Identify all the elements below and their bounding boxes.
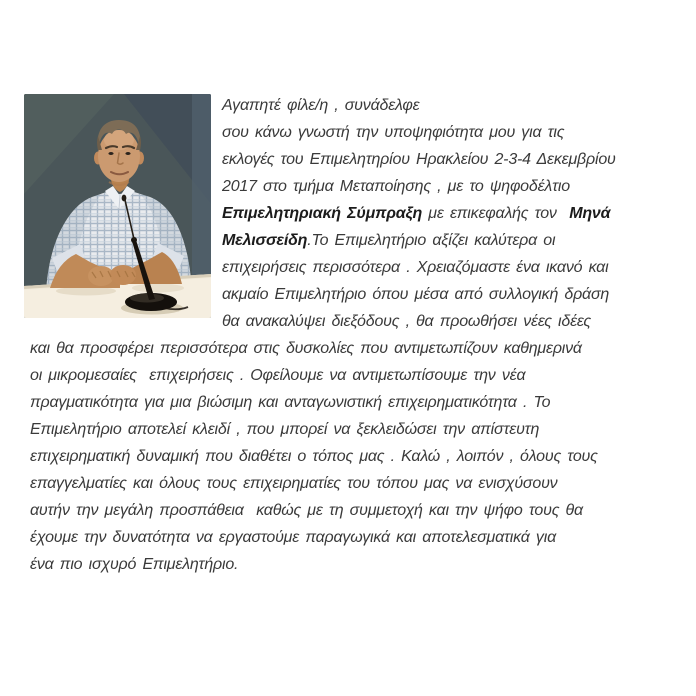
letter-text: Επιμελητήριο αποτελεί κλειδί , που μπορεί να ξεκλειδώσει την απίστευτη: [30, 421, 540, 438]
letter-text: 2017 στο τμήμα Μεταποίησης , με το ψηφοδέλτιο: [222, 178, 570, 195]
letter-line: [30, 497, 692, 524]
letter-text: Αγαπητέ φίλε/η , συνάδελφε: [222, 97, 420, 114]
letter-line: [30, 551, 692, 578]
letter-text: ένα πιο ισχυρό Επιμελητήριο.: [30, 556, 239, 573]
letter-text: αυτήν την μεγάλη προσπάθεια καθώς με τη συμμετοχή και την ψήφο τους θα: [30, 502, 583, 519]
letter-text: οι μικρομεσαίες επιχειρήσεις . Οφείλουμε να αντιμετωπίσουμε την νέα: [30, 367, 526, 384]
letter-text: επαγγελματίες και όλους τους επιχειρηματίες του τόπου μας να ενισχύσουν: [30, 475, 558, 492]
letter-text: επιχειρηματική δυναμική που διαθέτει ο τόπος μας . Καλώ , λοιπόν , όλους τους: [30, 448, 598, 465]
letter-text: εκλογές του Επιμελητηρίου Ηρακλείου 2-3-4 Δεκεμβρίου: [222, 151, 616, 168]
letter-text: και θα προσφέρει περισσότερα στις δυσκολίες που αντιμετωπίζουν καθημερινά: [30, 340, 582, 357]
letter-text: θα ανακαλύψει διεξόδους , θα προωθήσει νέες ιδέες: [222, 313, 591, 330]
letter-text: με επικεφαλής τον: [422, 205, 570, 222]
letter-line: [30, 416, 692, 443]
letter-text-bold: Μηνά: [569, 205, 611, 222]
letter-line: [30, 362, 692, 389]
press-conference-photo: [24, 94, 211, 318]
letter-text: έχουμε την δυνατότητα να εργαστούμε παραγωγικά και αποτελεσματικά για: [30, 529, 556, 546]
letter-text: ακμαίο Επιμελητήριο όπου μέσα από συλλογική δράση: [222, 286, 610, 303]
letter-line: [30, 335, 692, 362]
letter-text: επιχειρήσεις περισσότερα . Χρειαζόμαστε ένα ικανό και: [222, 259, 609, 276]
letter-line: [30, 443, 692, 470]
letter-text-bold: Μελισσείδη: [222, 232, 308, 249]
letter-line: [30, 524, 692, 551]
letter-text-bold: Επιμελητηριακή Σύμπραξη: [222, 205, 423, 222]
letter-line: [30, 470, 692, 497]
letter-text: .Το Επιμελητήριο αξίζει καλύτερα οι: [307, 232, 556, 249]
letter-text: σου κάνω γνωστή την υποψηφιότητα μου για τις: [222, 124, 565, 141]
letter-text: πραγματικότητα για μια βιώσιμη και ανταγωνιστική επιχειρηματικότητα . Το: [30, 394, 551, 411]
letter-line: [30, 389, 692, 416]
